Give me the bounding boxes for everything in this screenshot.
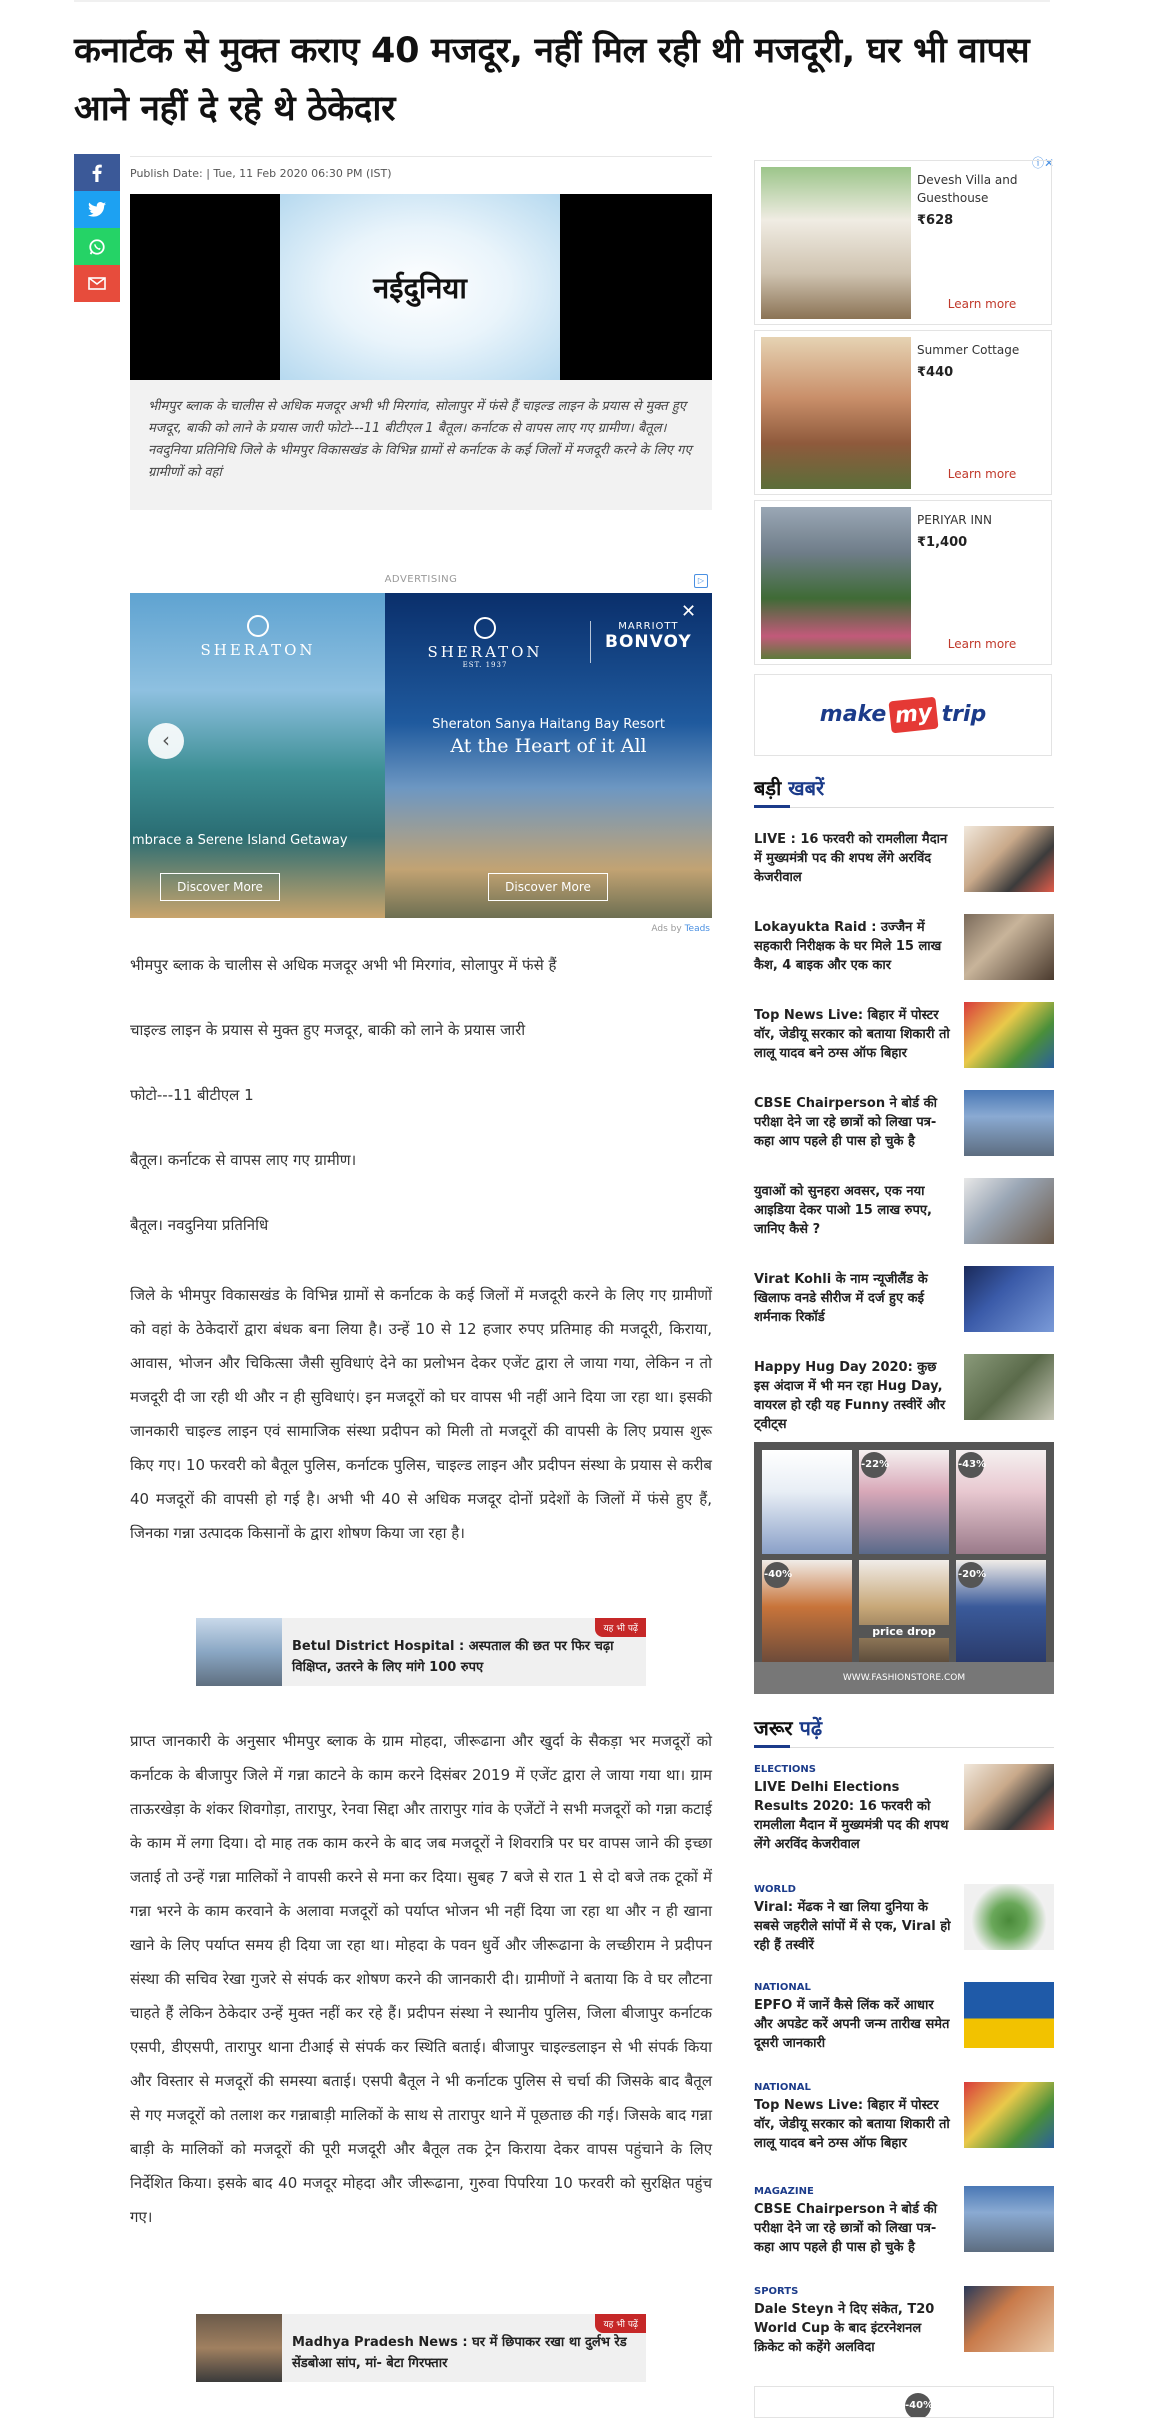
- hero-image: [130, 194, 712, 380]
- news-item[interactable]: [754, 2186, 1054, 2266]
- news-thumb: [964, 914, 1054, 980]
- article-line: बैतूल। नवदुनिया प्रतिनिधि: [130, 1216, 269, 1234]
- hotel-image: [761, 507, 911, 659]
- ads-by-teads: Ads by Teads: [651, 924, 710, 934]
- email-share-icon[interactable]: [74, 265, 120, 302]
- article-line: चाइल्ड लाइन के प्रयास से मुक्त हुए मजदूर, बाकी को लाने के प्रयास जारी: [130, 1021, 526, 1039]
- news-item[interactable]: [754, 1266, 1054, 1336]
- section-underline: [754, 805, 790, 808]
- news-category: ELECTIONS: [754, 1764, 816, 1775]
- news-thumb: [964, 826, 1054, 892]
- hotel-image: [761, 337, 911, 489]
- news-item[interactable]: [754, 1982, 1054, 2062]
- news-thumb: [964, 1090, 1054, 1156]
- fashion-item: [762, 1560, 852, 1664]
- news-item[interactable]: [754, 1002, 1054, 1072]
- discount-tag: -43%: [958, 1452, 984, 1478]
- news-category: NATIONAL: [754, 1982, 811, 1993]
- ad-resort-name: Sheraton Sanya Haitang Bay Resort: [432, 717, 665, 732]
- also-read-thumb: [196, 1618, 282, 1686]
- bottom-fashion-ad[interactable]: [754, 2386, 1054, 2418]
- article-title: कनार्टक से मुक्त कराए 40 मजदूर, नहीं मिल रही थी मजदूरी, घर भी वापस आने नहीं दे रहे थे ठेकेदार: [74, 31, 1030, 129]
- badi-khabre-heading: बड़ी खबरें: [754, 774, 1054, 808]
- news-thumb: [964, 1178, 1054, 1244]
- publish-date: Publish Date: | Tue, 11 Feb 2020 06:30 PM (IST): [130, 167, 392, 180]
- news-item[interactable]: [754, 914, 1054, 984]
- advertising-label: ADVERTISING: [384, 574, 458, 585]
- price-drop-label: price drop: [859, 1625, 949, 1638]
- ad-info-icon[interactable]: ⓘ✕: [1032, 156, 1055, 170]
- news-thumb: [964, 1982, 1054, 2048]
- carousel-prev-icon[interactable]: ‹: [148, 723, 184, 759]
- also-read-badge: यह भी पढ़ें: [595, 2314, 646, 2333]
- date-divider: [130, 156, 712, 157]
- adchoices-icon[interactable]: ▷: [694, 574, 708, 588]
- news-item[interactable]: [754, 826, 1054, 896]
- news-thumb: [964, 2186, 1054, 2252]
- news-title: Viral: मेंढक ने खा लिया दुनिया के सबसे जहरीले सांपों में से एक, Viral हो रही हैं तस्वीरें: [754, 1900, 951, 1953]
- news-item[interactable]: [754, 1178, 1054, 1248]
- hotel-price: ₹628: [917, 213, 954, 228]
- news-title: LIVE : 16 फरवरी को रामलीला मैदान में मुख्यमंत्री पद की शपथ लेंगे अरविंद केजरीवाल: [754, 832, 948, 885]
- also-read-title: Betul District Hospital : अस्पताल की छत पर फिर चढ़ा विक्षिप्त, उतरने के लिए मांगे 100 रुपए: [292, 1639, 614, 1675]
- news-title: CBSE Chairperson ने बोर्ड की परीक्षा देने जा रहे छात्रों को लिखा पत्र- कहा आप पहले ही पास हो चुके है: [754, 1096, 937, 1149]
- hotel-name: Devesh Villa and Guesthouse: [917, 173, 1018, 205]
- news-category: NATIONAL: [754, 2082, 811, 2093]
- hotel-ad-card[interactable]: [754, 160, 1052, 325]
- news-title: Top News Live: बिहार में पोस्टर वॉर, जेडीयू सरकार को बताया शिकारी तो लालू यादव बने ठग्स ऑफ बिहार: [754, 1008, 950, 1061]
- news-title: Lokayukta Raid : उज्जैन में सहकारी निरीक्षक के घर मिले 15 लाख कैश, 4 बाइक और एक कार: [754, 920, 942, 973]
- sheraton-logo-left: SHERATON: [198, 615, 318, 659]
- hotel-price: ₹440: [917, 365, 954, 380]
- news-title: Top News Live: बिहार में पोस्टर वॉर, जेडीयू सरकार को बताया शिकारी तो लालू यादव बने ठग्स ऑफ बिहार: [754, 2098, 950, 2151]
- news-thumb: [964, 2082, 1054, 2148]
- discount-tag: -22%: [861, 1452, 887, 1478]
- news-category: WORLD: [754, 1884, 796, 1895]
- hotel-image: [761, 167, 911, 319]
- learn-more-link[interactable]: Learn more: [947, 467, 1017, 481]
- article-paragraph: प्राप्त जानकारी के अनुसार भीमपुर ब्लाक के ग्राम मोहदा, जीरूढाना और खुर्दा के सैकड़ा भर मजदूरों को कर्नाटक के बीजापुर जिले में गन्ना काटने के काम करने दिसंबर 2019 में एजेंट द्वारा ले जाया गया था। ग्राम ताऊरखेड़ा के शंकर शिवगोड़ा, तारापुर, रेनवा सिद्दा और तारापुर गांव के एजेंटों ने सभी मजदूरों को गन्ना कटाई के काम में लगा दिया। दो माह तक काम करने के बाद जब मजदूरों ने शिवरात्रि पर घर वापस जाने की इच्छा जताई तो उन्हें गन्ना मालिकों ने वापसी करने से मना कर दिया। सुबह 7 बजे से रात 1 से दो बजे तक टूकों में गन्ना भरने के काम करवाने के अलावा मजदूरों को पर्याप्त भोजन भी नहीं दिया जा रहा था और न ही खाना खाने के लिए पर्याप्त समय ही दिया जा रहा था। मोहदा के पवन धुर्वे और जीरूढाना के लच्छीराम ने प्रदीपन संस्था की सचिव रेखा गुजरे से संपर्क कर शोषण करने की जानकारी दी। ग्रामीणों ने बताया कि वे घर लौटना चाहते हैं लेकिन ठेकेदार उन्हें मुक्त नहीं कर रहे हैं। प्रदीपन संस्था ने स्थानीय पुलिस, जिला बीजापुर कर्नाटक एसपी, डीएसपी, तारापुर थाना टीआई से संपर्क कर स्थिति बताई। बीजापुर चाइल्डलाइन से भी संपर्क किया और विस्तार से मजदूरों की समस्या बताई। एसपी बैतूल ने भी कर्नाटक पुलिस से चर्चा की जिसके बाद बैतूल से गए मजदूरों को तलाश कर गन्नाबाड़ी मालिकों के साथ से तारापुर थाने में पूछताछ की गई। जिसके बाद गन्ना बाड़ी के मालिकों को मजदूरों की पूरी मजदूरी और बैतूल तक ट्रेन किराया देकर वापस पहुंचाने के लिए निर्देशित किया। इसके बाद 40 मजदूर मोहदा और जीरूढाना, गुरुवा पिपरिया 10 फरवरी को सुरक्षित पहुंच गए।: [130, 1732, 712, 2226]
- news-title: Virat Kohli के नाम न्यूजीलैंड के खिलाफ वनडे सीरीज में दर्ज हुए कई शर्मनाक रिकॉर्ड: [754, 1272, 928, 1325]
- discount-tag: -20%: [958, 1562, 984, 1588]
- twitter-share-icon[interactable]: [74, 191, 120, 228]
- fashion-ad-footer: WWW.FASHIONSTORE.COM: [754, 1662, 1054, 1694]
- news-title: युवाओं को सुनहरा अवसर, एक नया आइडिया देकर पाओ 15 लाख रुपए, जानिए कैसे ?: [754, 1184, 932, 1237]
- naidunia-logo: नईदुनिया: [373, 271, 467, 305]
- ad-close-icon[interactable]: ✕: [681, 601, 697, 622]
- news-item[interactable]: [754, 1090, 1054, 1160]
- hotel-ad-card[interactable]: [754, 330, 1052, 495]
- news-thumb: [964, 1354, 1054, 1420]
- article-paragraph: जिले के भीमपुर विकासखंड के विभिन्न ग्रामों से कर्नाटक के कई जिलों में मजदूरी करने के लिए गए ग्रामीणों को वहां के ठेकेदारों द्वारा बंधक बना लिया है। उन्हें 10 से 12 हजार रुपए प्रतिमाह की मजदूरी, किराया, आवास, भोजन और चिकित्सा जैसी सुविधाएं देने का प्रलोभन देकर एजेंट द्वारा ले जाया गया, लेकिन न तो मजदूरी दी जा रही थी और न ही सुविधाएं। इन मजदूरों को घर वापस भी नहीं आने दिया जा रहा था। इसकी जानकारी चाइल्ड लाइन एवं सामाजिक संस्था प्रदीपन को मिली तो मजदूरों की वापसी के लिए प्रयास शुरू किए गए। 10 फरवरी को बैतूल पुलिस, कर्नाटक पुलिस, चाइल्ड लाइन और प्रदीपन संस्था के प्रयास से करीब 40 मजदूरों की वापसी हो गई है। अभी भी 40 से अधिक मजदूर दोनों प्रदेशों के जिलों में फंसे हुए हैं, जिनका गन्ना उत्पादक किसानों के द्वारा शोषण किया जा रहा है।: [130, 1286, 712, 1542]
- hotel-ad-card[interactable]: [754, 500, 1052, 665]
- fashion-item: [956, 1560, 1046, 1664]
- news-title: Dale Steyn ने दिए संकेत, T20 World Cup के बाद इंटरनेशनल क्रिकेट को कहेंगे अलविदा: [754, 2302, 935, 2355]
- discount-tag: -40%: [905, 2393, 931, 2418]
- learn-more-link[interactable]: Learn more: [947, 297, 1017, 311]
- news-title: LIVE Delhi Elections Results 2020: 16 फरवरी को रामलीला मैदान में मुख्यमंत्री पद की शपथ लेंगे अरविंद केजरीवाल: [754, 1780, 949, 1852]
- news-thumb: [964, 1266, 1054, 1332]
- also-read-card[interactable]: [196, 1618, 646, 1686]
- news-item[interactable]: [754, 2082, 1054, 2162]
- top-divider: [74, 0, 1050, 2]
- learn-more-link[interactable]: Learn more: [947, 637, 1017, 651]
- facebook-share-icon[interactable]: [74, 154, 120, 191]
- article-line: भीमपुर ब्लाक के चालीस से अधिक मजदूर अभी भी मिरगांव, सोलापुर में फंसे हैं: [130, 956, 557, 974]
- fashion-item: [762, 1450, 852, 1554]
- news-item[interactable]: [754, 1884, 1054, 1964]
- hotel-name: PERIYAR INN: [917, 513, 992, 527]
- news-category: MAGAZINE: [754, 2186, 814, 2197]
- also-read-card[interactable]: [196, 2314, 646, 2382]
- news-category: SPORTS: [754, 2286, 799, 2297]
- discover-more-button[interactable]: Discover More: [488, 873, 608, 901]
- news-title: EPFO में जानें कैसे लिंक करें आधार और अपडेट करें अपनी जन्म तारीख समेत दूसरी जानकारी: [754, 1998, 950, 2051]
- news-thumb: [964, 1884, 1054, 1950]
- news-thumb: [964, 1002, 1054, 1068]
- section-underline: [754, 1745, 790, 1748]
- marriott-bonvoy-logo: MARRIOTT BONVOY: [605, 621, 692, 652]
- also-read-thumb: [196, 2314, 282, 2382]
- ad-left-caption: mbrace a Serene Island Getaway: [132, 833, 348, 848]
- jaroor-padhe-heading: जरूर पढ़ें: [754, 1714, 1054, 1748]
- article-line: बैतूल। कर्नाटक से वापस लाए गए ग्रामीण।: [130, 1151, 357, 1169]
- image-caption: भीमपुर ब्लाक के चालीस से अधिक मजदूर अभी भी मिरगांव, सोलापुर में फंसे हैं चाइल्ड लाइन के प्रयास से मुक्त हुए मजदूर, बाकी को लाने के प्रयास जारी फोटो---11 बीटीएल 1 बैतूल। कर्नाटक से वापस लाए गए ग्रामीण। बैतूल। नवदुनिया प्रतिनिधि जिले के भीमपुर विकासखंड के विभिन्न ग्रामों से कर्नाटक के कई जिलों में मजदूरी करने के लिए गए ग्रामीणों को वहां: [130, 380, 712, 510]
- news-title: CBSE Chairperson ने बोर्ड की परीक्षा देने जा रहे छात्रों को लिखा पत्र- कहा आप पहले ही पास हो चुके है: [754, 2202, 937, 2255]
- news-title: Happy Hug Day 2020: कुछ इस अंदाज में भी मन रहा Hug Day, वायरल हो रही यह Funny तस्वीरें और ट्वीट्स: [754, 1360, 946, 1432]
- also-read-title: Madhya Pradesh News : घर में छिपाकर रखा था दुर्लभ रेड सेंडबोआ सांप, मां- बेटा गिरफ्तार: [292, 2335, 627, 2371]
- fashion-ad[interactable]: [754, 1442, 1054, 1694]
- news-item[interactable]: [754, 1354, 1054, 1432]
- hotel-price: ₹1,400: [917, 535, 968, 550]
- ad-tagline: At the Heart of it All: [450, 735, 647, 757]
- fashion-item: [956, 1450, 1046, 1554]
- whatsapp-share-icon[interactable]: [74, 228, 120, 265]
- fashion-item: [859, 1560, 949, 1664]
- news-item[interactable]: [754, 1764, 1054, 1852]
- ad-slide-right: [385, 593, 712, 918]
- sheraton-logo: SHERATON EST. 1937: [425, 617, 545, 669]
- makemytrip-logo[interactable]: make my trip: [754, 674, 1052, 756]
- sheraton-ad[interactable]: [130, 593, 712, 918]
- article-line: फोटो---11 बीटीएल 1: [130, 1086, 254, 1104]
- hotel-name: Summer Cottage: [917, 343, 1020, 357]
- fashion-item: [859, 1450, 949, 1554]
- also-read-badge: यह भी पढ़ें: [595, 1618, 646, 1637]
- news-thumb: [964, 1764, 1054, 1830]
- discover-more-button-left[interactable]: Discover More: [160, 873, 280, 901]
- discount-tag: -40%: [764, 1562, 790, 1588]
- share-bar: [74, 154, 120, 302]
- news-thumb: [964, 2286, 1054, 2352]
- ad-slide-left: [130, 593, 385, 918]
- news-item[interactable]: [754, 2286, 1054, 2366]
